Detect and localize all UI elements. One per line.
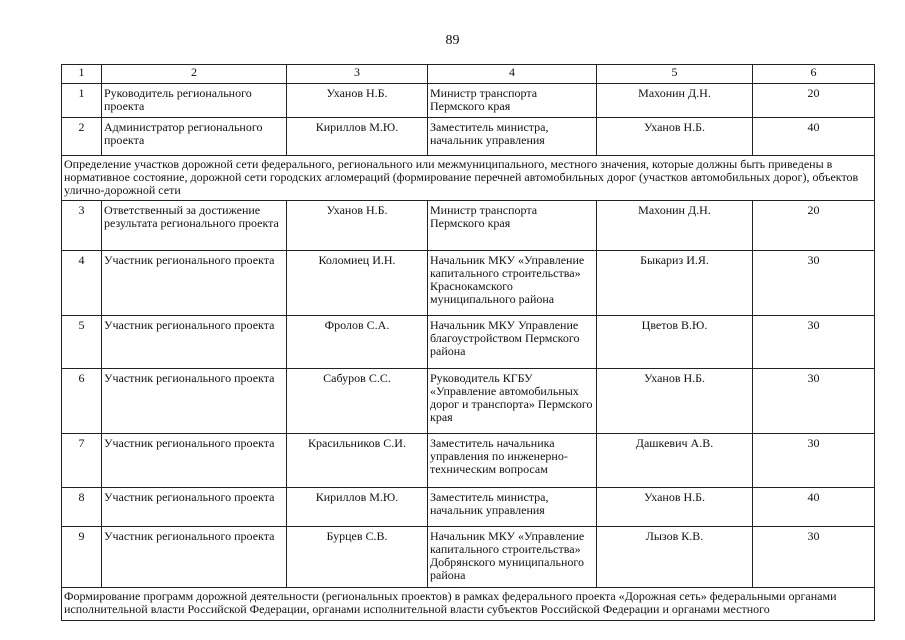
row-number: 2	[62, 118, 102, 156]
row-person: Красильников С.И.	[287, 434, 428, 488]
row-value: 30	[753, 251, 875, 316]
table-row	[62, 201, 875, 251]
row-person: Кириллов М.Ю.	[287, 488, 428, 527]
row-role: Участник регионального проекта	[102, 434, 287, 488]
row-value: 30	[753, 527, 875, 588]
row-position: Министр транспорта Пермского края	[428, 201, 597, 251]
row-number: 4	[62, 251, 102, 316]
row-position: Начальник МКУ «Управление капитального строительства» Краснокамского муниципального района	[428, 251, 597, 316]
row-role: Участник регионального проекта	[102, 251, 287, 316]
row-position: Руководитель КГБУ «Управление автомобильных дорог и транспорта» Пермского края	[428, 369, 597, 434]
section-row	[62, 156, 875, 201]
header-cell: 3	[287, 65, 428, 84]
row-number: 9	[62, 527, 102, 588]
row-value: 40	[753, 488, 875, 527]
row-position: Начальник МКУ «Управление капитального строительства» Добрянского муниципального района	[428, 527, 597, 588]
row-supervisor: Махонин Д.Н.	[597, 84, 753, 118]
header-cell: 4	[428, 65, 597, 84]
row-person: Уханов Н.Б.	[287, 201, 428, 251]
row-supervisor: Уханов Н.Б.	[597, 369, 753, 434]
row-role: Ответственный за достижение результата регионального проекта	[102, 201, 287, 251]
row-supervisor: Цветов В.Ю.	[597, 316, 753, 369]
row-supervisor: Уханов Н.Б.	[597, 488, 753, 527]
row-person: Сабуров С.С.	[287, 369, 428, 434]
row-number: 1	[62, 84, 102, 118]
section-title: Определение участков дорожной сети федерального, регионального или межмуниципального, местного значения, которые должны быть приведены в нормативное состояние, дорожной сети городских агломераций (формирование перечней автомобильных дорог (участков автомобильных дорог), объектов улично-дорожной сети	[62, 156, 875, 201]
row-number: 7	[62, 434, 102, 488]
row-position: Заместитель министра, начальник управления	[428, 118, 597, 156]
participants-table	[61, 64, 875, 621]
row-role: Администратор регионального проекта	[102, 118, 287, 156]
row-person: Коломиец И.Н.	[287, 251, 428, 316]
page-number: 89	[445, 33, 460, 48]
table-row	[62, 118, 875, 156]
section-row	[62, 588, 875, 621]
row-number: 3	[62, 201, 102, 251]
row-number: 5	[62, 316, 102, 369]
row-position: Заместитель министра, начальник управления	[428, 488, 597, 527]
row-value: 20	[753, 84, 875, 118]
row-position: Заместитель начальника управления по инженерно-техническим вопросам	[428, 434, 597, 488]
table-header-row	[62, 65, 875, 84]
row-role: Руководитель регионального проекта	[102, 84, 287, 118]
table-row	[62, 488, 875, 527]
row-value: 20	[753, 201, 875, 251]
row-supervisor: Быкариз И.Я.	[597, 251, 753, 316]
row-value: 40	[753, 118, 875, 156]
header-cell: 5	[597, 65, 753, 84]
table-row	[62, 369, 875, 434]
row-person: Бурцев С.В.	[287, 527, 428, 588]
row-number: 8	[62, 488, 102, 527]
table-row	[62, 527, 875, 588]
row-role: Участник регионального проекта	[102, 316, 287, 369]
row-person: Фролов С.А.	[287, 316, 428, 369]
header-cell: 1	[62, 65, 102, 84]
row-value: 30	[753, 369, 875, 434]
header-cell: 2	[102, 65, 287, 84]
row-number: 6	[62, 369, 102, 434]
section-title: Формирование программ дорожной деятельности (региональных проектов) в рамках федерального проекта «Дорожная сеть» федеральными органами исполнительной власти Российской Федерации, органами исполнительной власти субъектов Российской Федерации и органами местного	[62, 588, 875, 621]
table-row	[62, 84, 875, 118]
row-role: Участник регионального проекта	[102, 369, 287, 434]
table-row	[62, 251, 875, 316]
table-row	[62, 316, 875, 369]
row-person: Уханов Н.Б.	[287, 84, 428, 118]
row-value: 30	[753, 316, 875, 369]
row-person: Кириллов М.Ю.	[287, 118, 428, 156]
table-row	[62, 434, 875, 488]
row-supervisor: Уханов Н.Б.	[597, 118, 753, 156]
row-role: Участник регионального проекта	[102, 527, 287, 588]
row-position: Начальник МКУ Управление благоустройством Пермского района	[428, 316, 597, 369]
row-supervisor: Дашкевич А.В.	[597, 434, 753, 488]
row-supervisor: Махонин Д.Н.	[597, 201, 753, 251]
header-cell: 6	[753, 65, 875, 84]
row-supervisor: Лызов К.В.	[597, 527, 753, 588]
row-value: 30	[753, 434, 875, 488]
row-position: Министр транспорта Пермского края	[428, 84, 597, 118]
row-role: Участник регионального проекта	[102, 488, 287, 527]
